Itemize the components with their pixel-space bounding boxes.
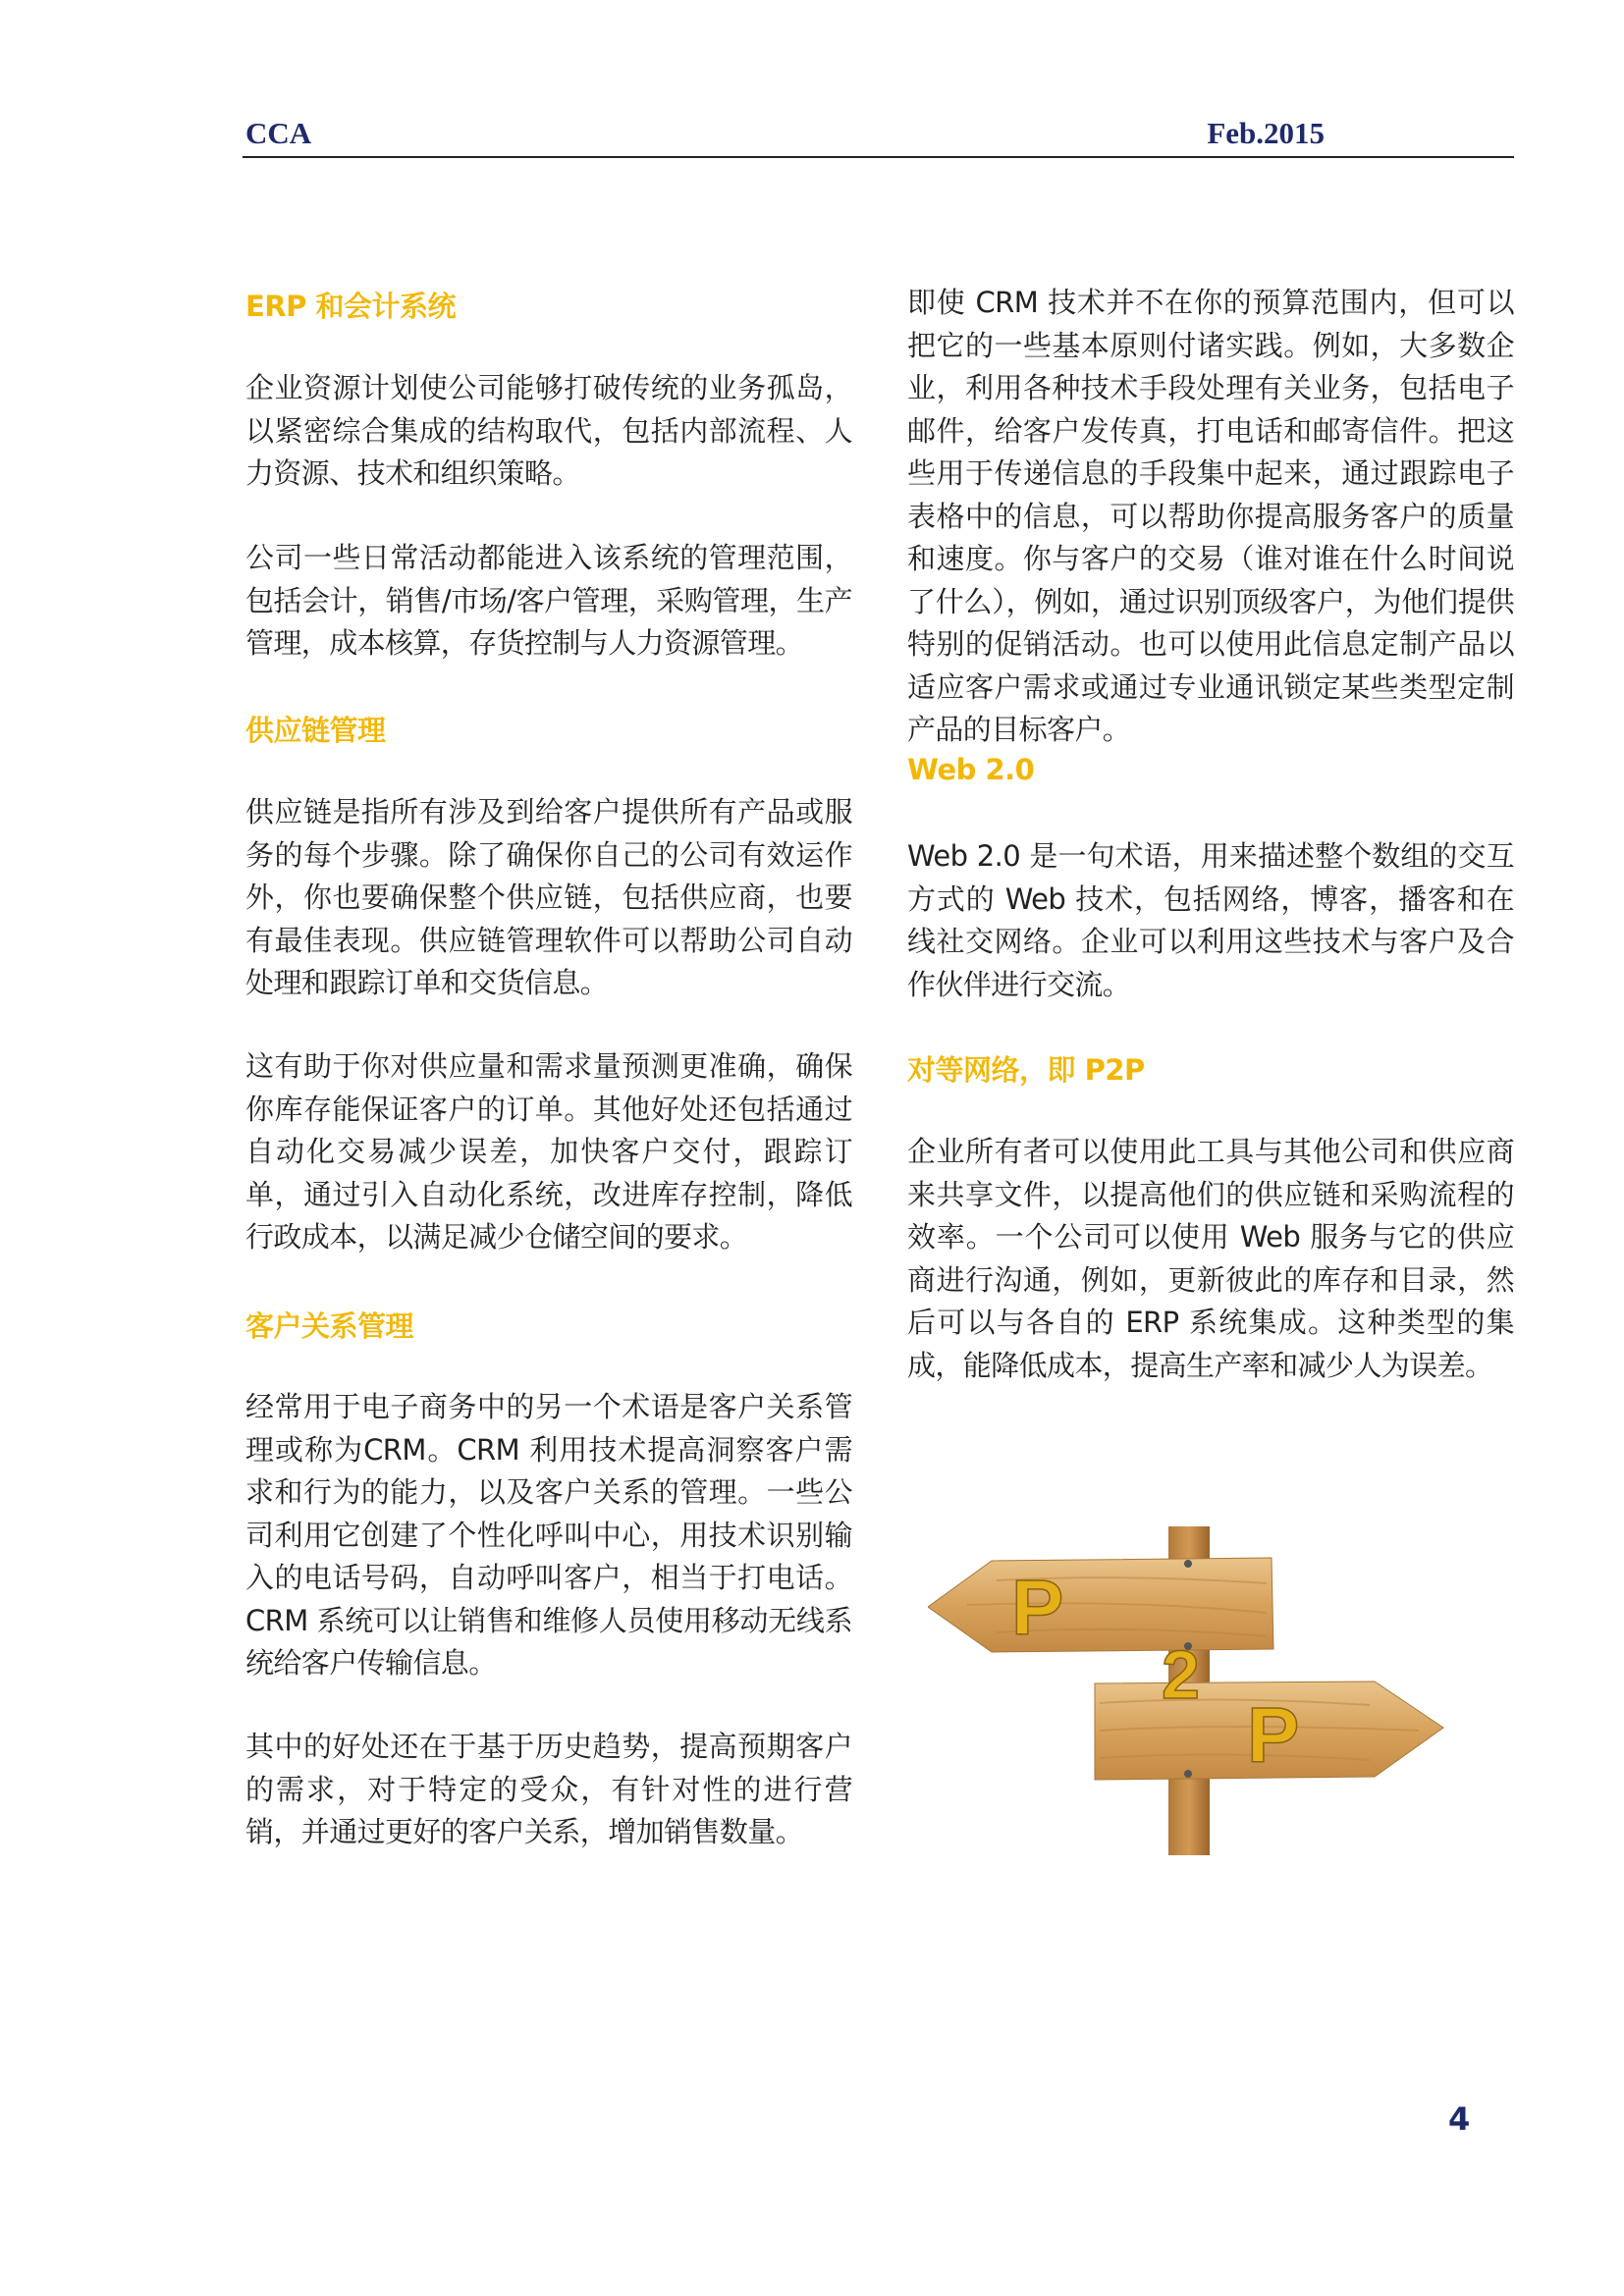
header-left: CCA: [245, 116, 312, 150]
p2p-signpost-image: [928, 1526, 1453, 1855]
scm-paragraph-1: 供应链是指所有涉及到给客户提供所有产品或服务的每个步骤。除了确保你自己的公司有效运作外，你也要确保整个供应链，包括供应商，也要有最佳表现。供应链管理软件可以帮助公司自动处理和跟踪订单和交货信息。: [245, 795, 852, 999]
header-divider: [243, 156, 1514, 158]
crm-paragraph-2: 其中的好处还在于基于历史趋势，提高预期客户的需求，对于特定的受众，有针对性的进行营销，并通过更好的客户关系，增加销售数量。: [245, 1730, 852, 1848]
web-paragraph: Web 2.0 是一句术语，用来描述整个数组的交互方式的 Web 技术，包括网络，博客，播客和在线社交网络。企业可以利用这些技术与客户及合作伙伴进行交流。: [907, 839, 1514, 1001]
p2p-paragraph: 企业所有者可以使用此工具与其他公司和供应商来共享文件，以提高他们的供应链和采购流程的效率。一个公司可以使用 Web 服务与它的供应商进行沟通，例如，更新彼此的库存和目录，然后可以与各自的 ERP 系统集成。这种类型的集成，能降低成本，提高生产率和减少人为误差。: [907, 1135, 1514, 1382]
erp-heading: ERP 和会计系统: [245, 290, 456, 323]
crm-paragraph-1: 经常用于电子商务中的另一个术语是客户关系管理或称为CRM。CRM 利用技术提高洞察客户需求和行为的能力，以及客户关系的管理。一些公司利用它创建了个性化呼叫中心，用技术识别输入的电话号码，自动呼叫客户，相当于打电话。CRM 系统可以让销售和维修人员使用移动无线系统给客户传输信息。: [245, 1390, 852, 1680]
sign-letter-p-left: P: [1011, 1564, 1064, 1651]
p2p-heading: 对等网络，即 P2P: [907, 1053, 1145, 1087]
crm-paragraph-3: 即使 CRM 技术并不在你的预算范围内，但可以把它的一些基本原则付诸实践。例如，大多数企业，利用各种技术手段处理有关业务，包括电子邮件，给客户发传真，打电话和邮寄信件。把这些用于传递信息的手段集中起来，通过跟踪电子表格中的信息，可以帮助你提高服务客户的质量和速度。你与客户的交易（谁对谁在什么时间说了什么），例如，通过识别顶级客户，为他们提供特别的促销活动。也可以使用此信息定制产品以适应客户需求或通过专业通讯锁定某些类型定制产品的目标客户。: [907, 286, 1514, 746]
scm-paragraph-2: 这有助于你对供应量和需求量预测更准确，确保你库存能保证客户的订单。其他好处还包括通过自动化交易减少误差，加快客户交付，跟踪订单，通过引入自动化系统，改进库存控制，降低行政成本，以满足减少仓储空间的要求。: [245, 1049, 852, 1254]
crm-heading: 客户关系管理: [245, 1309, 414, 1343]
scm-heading: 供应链管理: [245, 714, 386, 747]
sign-letter-2: 2: [1162, 1636, 1200, 1713]
page-number: 4: [1448, 2101, 1471, 2138]
header-date: Feb.2015: [1207, 116, 1325, 150]
erp-paragraph-2: 公司一些日常活动都能进入该系统的管理范围，包括会计，销售/市场/客户管理，采购管理，生产管理，成本核算，存货控制与人力资源管理。: [245, 541, 852, 660]
web-heading: Web 2.0: [907, 753, 1035, 786]
erp-paragraph-1: 企业资源计划使公司能够打破传统的业务孤岛，以紧密综合集成的结构取代，包括内部流程、人力资源、技术和组织策略。: [245, 371, 852, 490]
sign-letter-p-right: P: [1247, 1691, 1300, 1779]
